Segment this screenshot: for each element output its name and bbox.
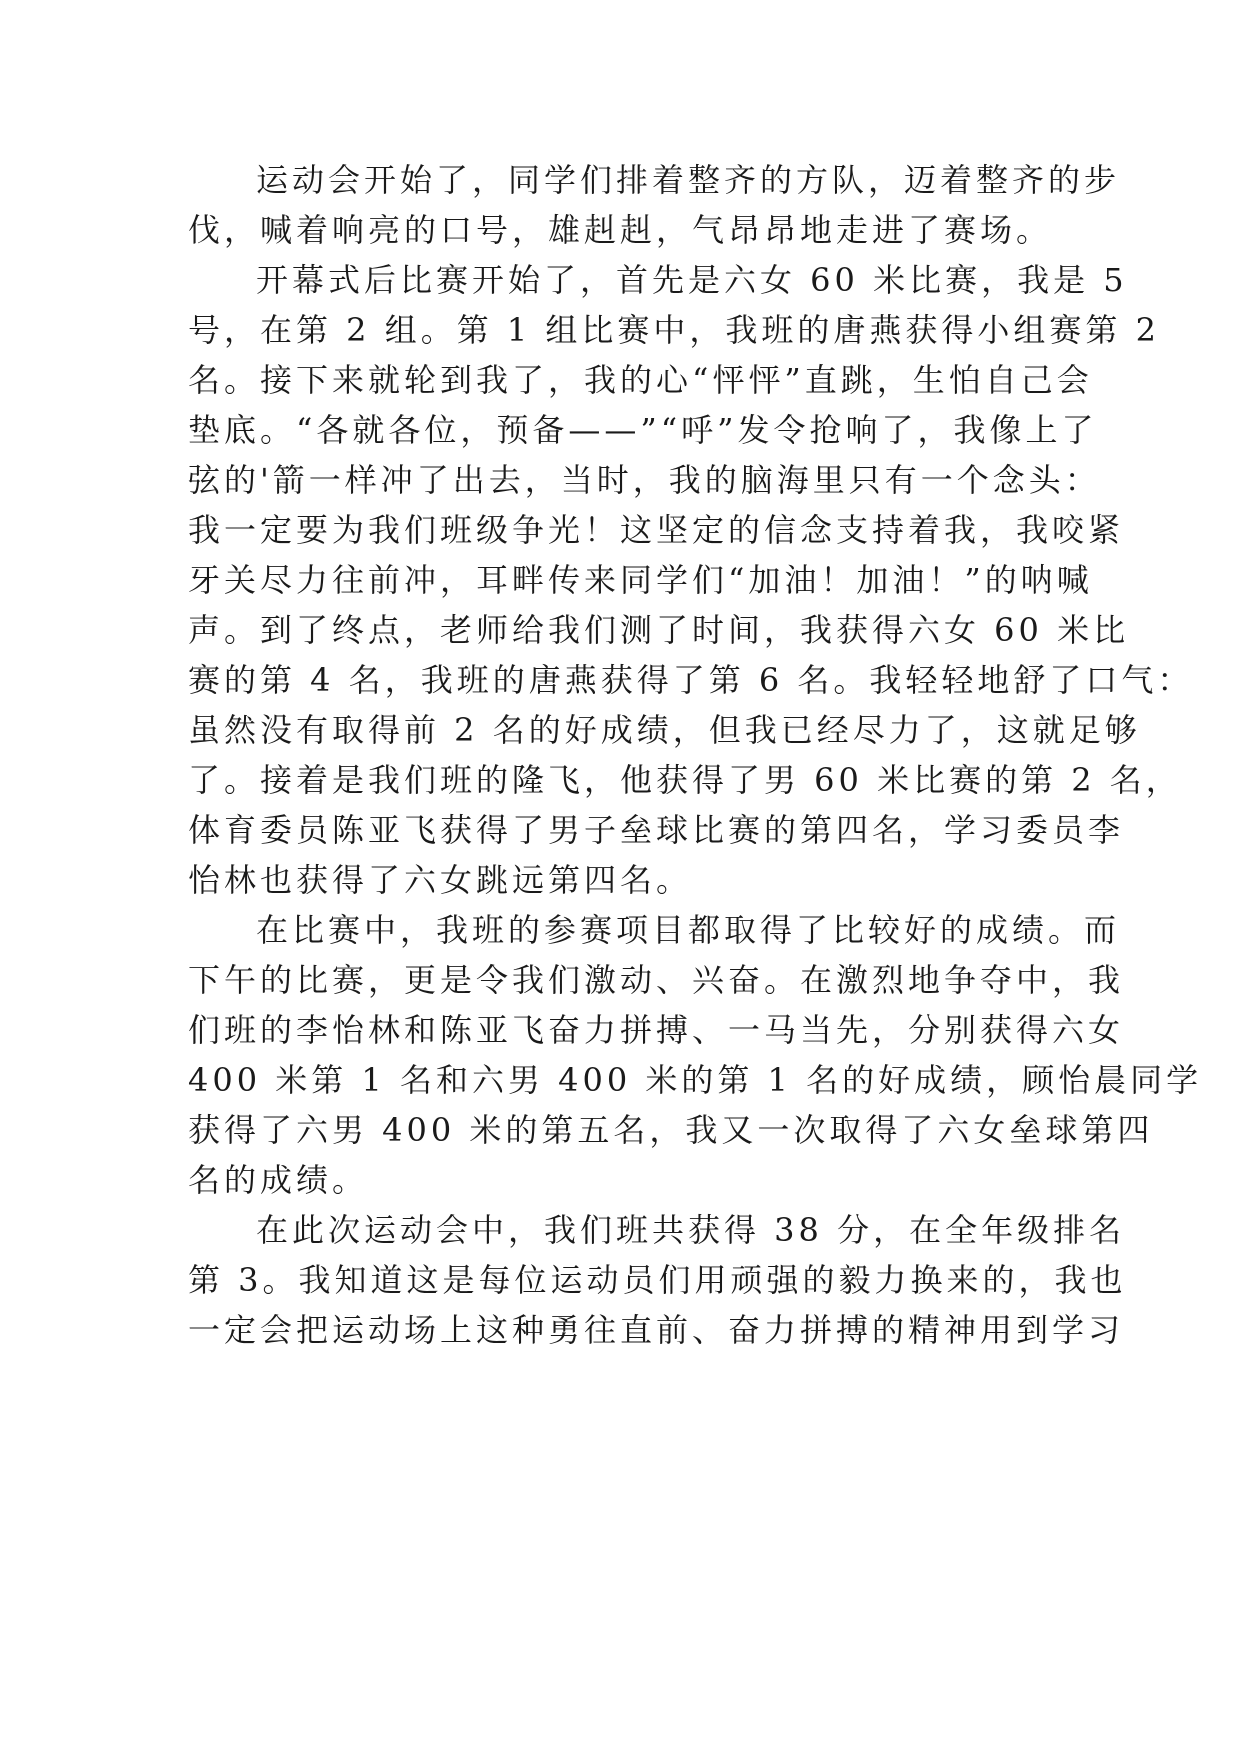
text-line: 一定会把运动场上这种勇往直前、奋力拼搏的精神用到学习 [188,1311,1125,1349]
text-line: 我一定要为我们班级争光！这坚定的信念支持着我，我咬紧 [188,511,1125,549]
text-line: 开幕式后比赛开始了，首先是六女 60 米比赛，我是 5 [256,261,1128,299]
text-line: 们班的李怡林和陈亚飞奋力拼搏、一马当先，分别获得六女 [188,1011,1125,1049]
text-line: 在比赛中，我班的参赛项目都取得了比较好的成绩。而 [256,911,1121,949]
text-line: 伐，喊着响亮的口号，雄赳赳，气昂昂地走进了赛场。 [188,211,1053,249]
text-line: 怡林也获得了六女跳远第四名。 [188,861,693,899]
document-body [188,155,1203,1355]
text-line: 弦的'箭一样冲了出去，当时，我的脑海里只有一个念头： [188,461,1101,499]
text-line: 在此次运动会中，我们班共获得 38 分，在全年级排名 [256,1211,1126,1249]
text-line: 下午的比赛，更是令我们激动、兴奋。在激烈地争夺中，我 [188,961,1125,999]
text-line: 获得了六男 400 米的第五名，我又一次取得了六女垒球第四 [188,1111,1154,1149]
text-line: 牙关尽力往前冲，耳畔传来同学们“加油！加油！”的呐喊 [188,561,1093,599]
text-line: 名。接下来就轮到我了，我的心“怦怦”直跳，生怕自己会 [188,361,1093,399]
text-line: 体育委员陈亚飞获得了男子垒球比赛的第四名，学习委员李 [188,811,1125,849]
text-line: 了。接着是我们班的隆飞，他获得了男 60 米比赛的第 2 名， [188,761,1182,799]
text-line: 名的成绩。 [188,1161,369,1199]
paragraph-4 [188,1205,1127,1355]
text-line: 声。到了终点，老师给我们测了时间，我获得六女 60 米比 [188,611,1130,649]
text-line: 运动会开始了，同学们排着整齐的方队，迈着整齐的步 [256,161,1121,199]
paragraph-2 [188,255,1194,905]
text-line: 赛的第 4 名，我班的唐燕获得了第 6 名。我轻轻地舒了口气： [188,661,1194,699]
paragraph-3 [188,905,1203,1205]
paragraph-1 [188,155,1121,255]
text-line: 400 米第 1 名和六男 400 米的第 1 名的好成绩，顾怡晨同学 [188,1061,1203,1099]
text-line: 虽然没有取得前 2 名的好成绩，但我已经尽力了，这就足够 [188,711,1141,749]
text-line: 垫底。“各就各位，预备——”“呼”发令抢响了，我像上了 [188,411,1098,449]
text-line: 第 3。我知道这是每位运动员们用顽强的毅力换来的，我也 [188,1261,1127,1299]
text-line: 号，在第 2 组。第 1 组比赛中，我班的唐燕获得小组赛第 2 [188,311,1160,349]
